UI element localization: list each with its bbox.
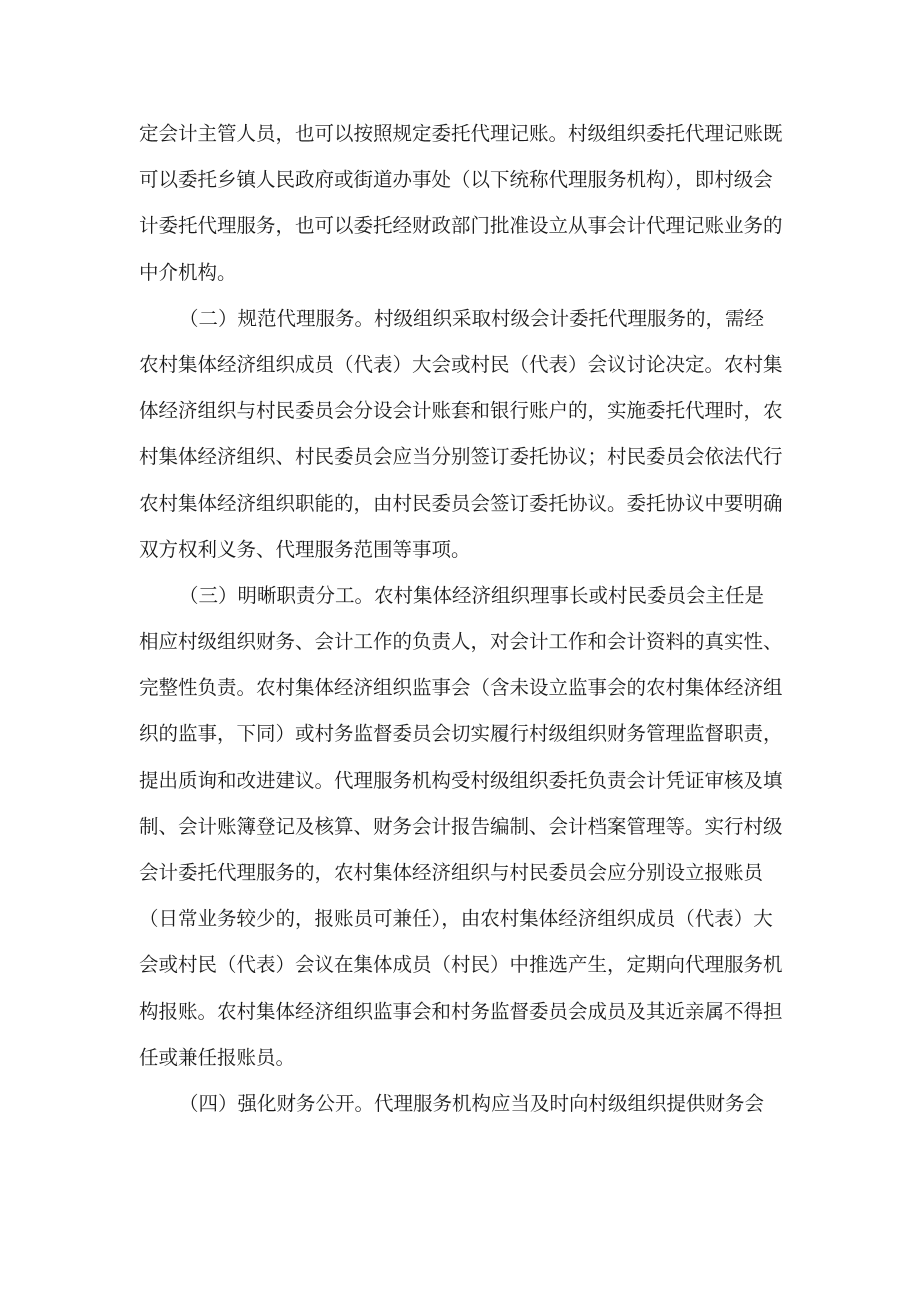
text-line: 可以委托乡镇人民政府或街道办事处（以下统称代理服务机构），即村级会	[139, 168, 773, 192]
text-line: 农村集体经济组织成员（代表）大会或村民（代表）会议讨论决定。农村集	[139, 352, 783, 376]
text-line: 体经济组织与村民委员会分设会计账套和银行账户的，实施委托代理时，农	[139, 399, 783, 423]
text-line: 相应村级组织财务、会计工作的负责人，对会计工作和会计资料的真实性、	[139, 630, 783, 654]
text-line: 定会计主管人员，也可以按照规定委托代理记账。村级组织委托代理记账既	[139, 122, 783, 145]
paragraph-heading-line: （三）明晰职责分工。农村集体经济组织理事长或村民委员会主任是	[179, 583, 765, 607]
text-line: 构报账。农村集体经济组织监事会和村务监督委员会成员及其近亲属不得担	[139, 999, 783, 1023]
text-line: 村集体经济组织、村民委员会应当分别签订委托协议；村民委员会依法代行	[139, 445, 783, 469]
text-line: （日常业务较少的，报账员可兼任），由农村集体经济组织成员（代表）大	[139, 907, 773, 931]
text-line: 农村集体经济组织职能的，由村民委员会签订委托协议。委托协议中要明确	[139, 491, 783, 515]
text-line: 计委托代理服务，也可以委托经财政部门批准设立从事会计代理记账业务的	[139, 214, 783, 238]
text-line: 中介机构。	[139, 260, 237, 284]
text-line: 提出质询和改进建议。代理服务机构受村级组织委托负责会计凭证审核及填	[139, 768, 783, 792]
text-line: 制、会计账簿登记及核算、财务会计报告编制、会计档案管理等。实行村级	[139, 814, 783, 838]
text-line: 会或村民（代表）会议在集体成员（村民）中推选产生，定期向代理服务机	[139, 953, 783, 977]
text-line: 织的监事，下同）或村务监督委员会切实履行村级组织财务管理监督职责，	[139, 722, 783, 746]
paragraph-heading-line: （四）强化财务公开。代理服务机构应当及时向村级组织提供财务会	[179, 1091, 765, 1115]
text-line: 双方权利义务、代理服务范围等事项。	[139, 537, 471, 561]
text-line: 任或兼任报账员。	[139, 1045, 296, 1069]
text-line: 完整性负责。农村集体经济组织监事会（含未设立监事会的农村集体经济组	[139, 676, 783, 700]
text-line: 会计委托代理服务的，农村集体经济组织与村民委员会应分别设立报账员	[139, 861, 764, 884]
document-body	[139, 111, 819, 1127]
paragraph-heading-line: （二）规范代理服务。村级组织采取村级会计委托代理服务的，需经	[179, 306, 765, 330]
